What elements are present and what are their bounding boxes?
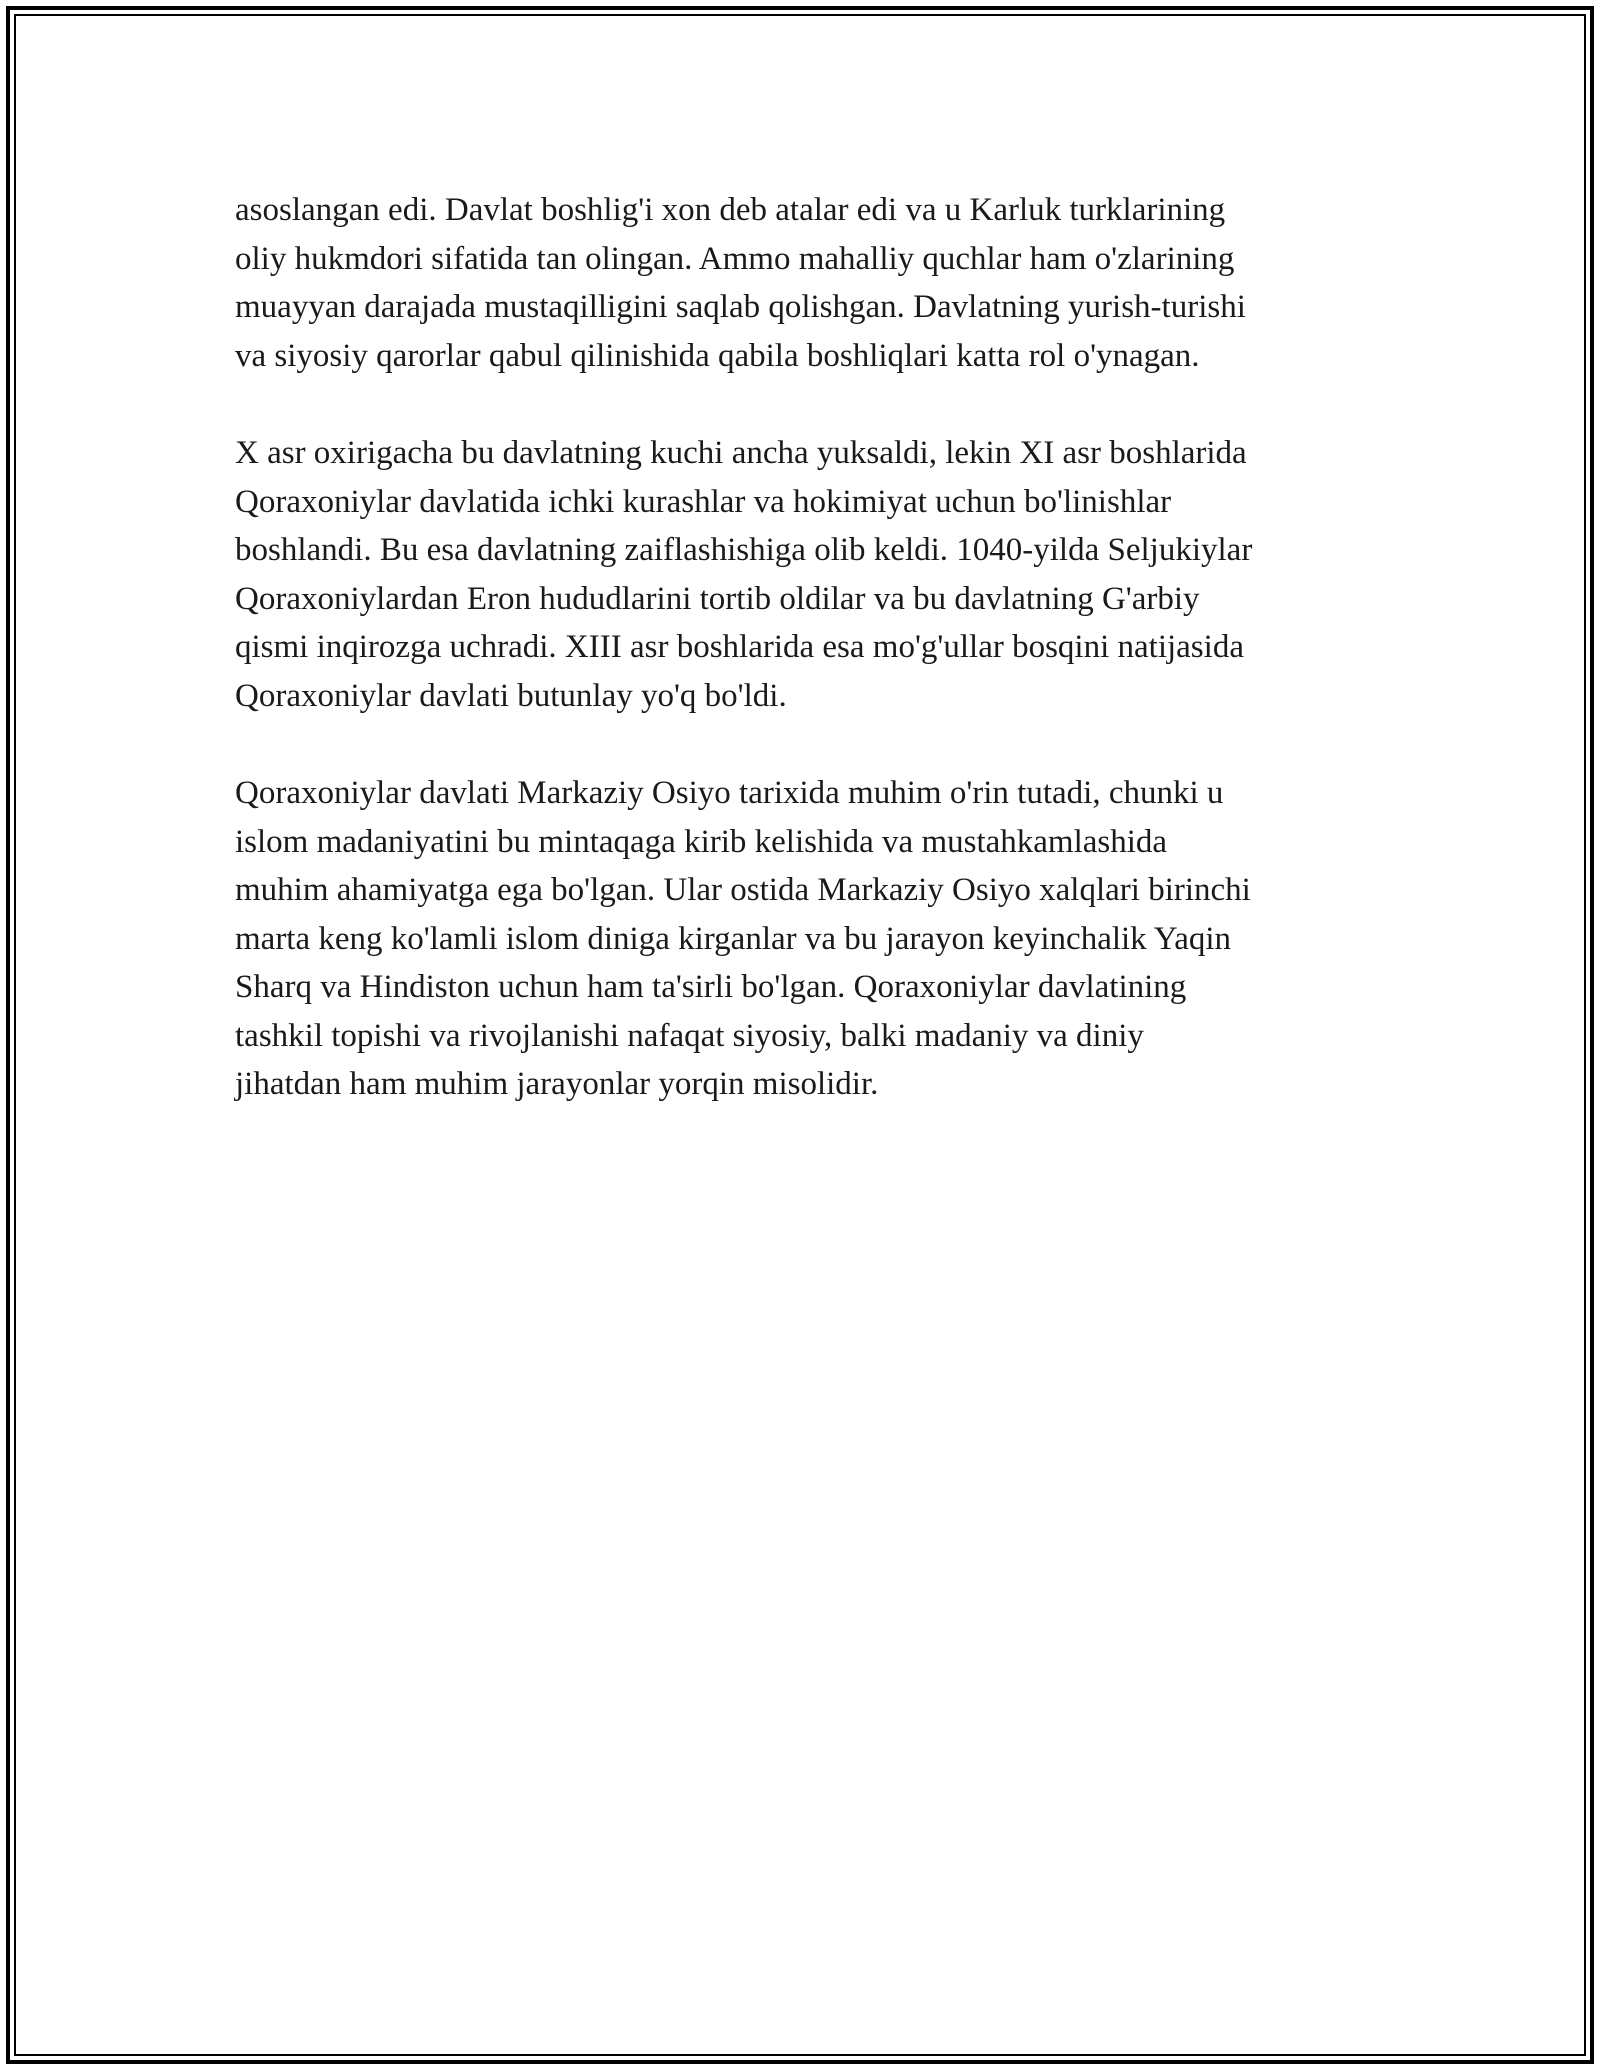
text-line: Qoraxoniylar davlatida ichki kurashlar va hokimiyat uchun bo'linishlar [235,483,1172,520]
text-line: muayyan darajada mustaqilligini saqlab qolishgan. Davlatning yurish-turishi [235,289,1246,325]
text-line: va siyosiy qarorlar qabul qilinishida qabila boshliqlari katta rol o'ynagan. [235,337,1200,374]
document-body [235,186,1375,1158]
text-line: qismi inqirozga uchradi. XIII asr boshlarida esa mo'g'ullar bosqini natijasida [235,629,1244,665]
text-line: jihatdan ham muhim jarayonlar yorqin misolidir. [235,1066,879,1102]
paragraph-2 [235,429,1375,720]
text-line: Qoraxoniylar davlati butunlay yo'q bo'ldi. [235,677,787,714]
text-line: X asr oxirigacha bu davlatning kuchi ancha yuksaldi, lekin XI asr boshlarida [235,435,1247,471]
paragraph-1 [235,186,1375,380]
text-line: oliy hukmdori sifatida tan olingan. Ammo mahalliy quchlar ham o'zlarining [235,240,1235,277]
text-line: boshlandi. Bu esa davlatning zaiflashishiga olib keldi. 1040-yilda Seljukiylar [235,532,1253,568]
text-line: Qoraxoniylardan Eron hududlarini tortib oldilar va bu davlatning G'arbiy [235,580,1200,617]
text-line: Sharq va Hindiston uchun ham ta'sirli bo'lgan. Qoraxoniylar davlatining [235,969,1187,1005]
text-line: asoslangan edi. Davlat boshlig'i xon deb atalar edi va u Karluk turklarining [235,192,1226,228]
text-line: Qoraxoniylar davlati Markaziy Osiyo tarixida muhim o'rin tutadi, chunki u [235,775,1224,811]
text-line: islom madaniyatini bu mintaqaga kirib kelishida va mustahkamlashida [235,823,1168,860]
paragraph-3 [235,769,1375,1109]
text-line: muhim ahamiyatga ega bo'lgan. Ular ostida Markaziy Osiyo xalqlari birinchi [235,872,1251,908]
text-line: tashkil topishi va rivojlanishi nafaqat siyosiy, balki madaniy va diniy [235,1017,1144,1054]
text-line: marta keng ko'lamli islom diniga kirganlar va bu jarayon keyinchalik Yaqin [235,920,1232,957]
